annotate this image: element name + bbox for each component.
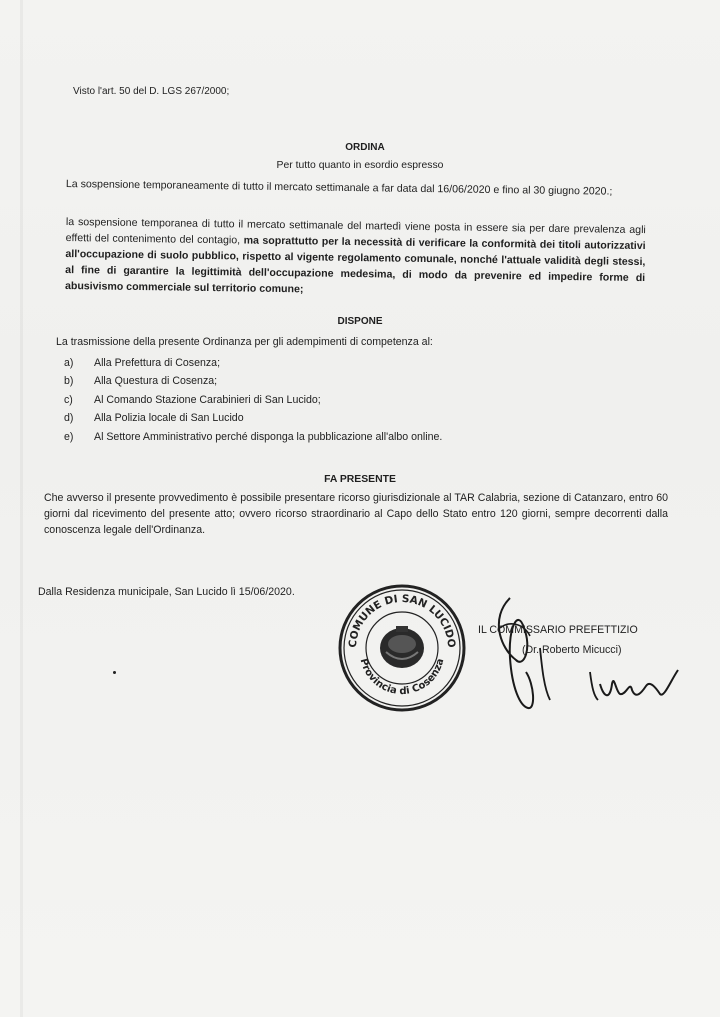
visto-line: Visto l'art. 50 del D. LGS 267/2000; [73, 86, 230, 97]
place-date: Dalla Residenza municipale, San Lucido lì 15/06/2020. [38, 586, 295, 598]
signatory-role: IL COMMISSARIO PREFETTIZIO [478, 624, 638, 636]
dispone-intro: La trasmissione della presente Ordinanza per gli adempimenti di competenza al: [56, 336, 433, 348]
list-item-letter: d) [64, 412, 74, 425]
list-item [64, 428, 624, 446]
list-item-letter: a) [64, 357, 74, 369]
seal-emblem-icon [380, 626, 424, 668]
list-item [64, 409, 624, 427]
list-item-letter: b) [64, 375, 74, 388]
list-item-text: Alla Prefettura di Cosenza; [94, 357, 221, 369]
paragraph-sospensione: La sospensione temporaneamente di tutto il mercato settimanale a far data dal 16/06/2020 e fino al 30 giugno 2020.; [65, 177, 613, 198]
paragraph-motivazione [65, 214, 646, 302]
list-item-text: Alla Polizia locale di San Lucido [94, 412, 244, 425]
paragraph-motivazione-bold: ma soprattutto per la necessità di verificare la conformità dei titoli autorizzativi all'occupazione di suolo pubblico, rispetto al vigente regolamento comunale, nonché l'attuale validità degli stessi, al fine di garantire la legittimità dell'occupazione medesima, di modo da prevenire ed impedire forme di abusivismo commerciale sul territorio comune; [64, 234, 646, 296]
list-item [64, 391, 624, 409]
list-item [64, 354, 624, 372]
paragraph-ricorso: Che avverso il presente provvedimento è possibile presentare ricorso giurisdizionale al TAR Calabria, sezione di Catanzaro, entro 60 giorni dal ricevimento del presente atto; ovvero ricorso straordinario al Capo dello Stato entro 120 giorni, sempre decorrenti dalla conoscenza legale dell'Ordinanza. [44, 492, 668, 536]
seal-bottom-text: Provincia di Cosenza [357, 657, 447, 698]
subheading-ordina: Per tutto quanto in esordio espresso [276, 160, 444, 171]
heading-ordina: ORDINA [345, 142, 385, 153]
list-item [64, 372, 624, 390]
seal-top-text: COMUNE DI SAN LUCIDO [346, 592, 458, 649]
heading-fa-presente: FA PRESENTE [324, 474, 396, 485]
heading-dispone: DISPONE [337, 316, 383, 327]
ink-dot [113, 671, 116, 674]
list-item-letter: c) [64, 393, 73, 406]
list-item-letter: e) [64, 430, 74, 443]
list-item-text: Al Comando Stazione Carabinieri di San Lucido; [94, 393, 321, 406]
municipal-seal-icon [336, 582, 468, 714]
list-item-text: Alla Questura di Cosenza; [94, 375, 218, 388]
paragraph-motivazione-normal: la sospensione temporanea di tutto il mercato settimanale del martedì viene posta in essere sia per dare prevalenza agli effetti del contenimento del contagio, [65, 215, 646, 247]
recipients-list [64, 354, 624, 446]
list-item-text: Al Settore Amministrativo perché disponga la pubblicazione all'albo online. [94, 430, 443, 443]
signatory-name: (Dr. Roberto Micucci) [522, 644, 622, 656]
